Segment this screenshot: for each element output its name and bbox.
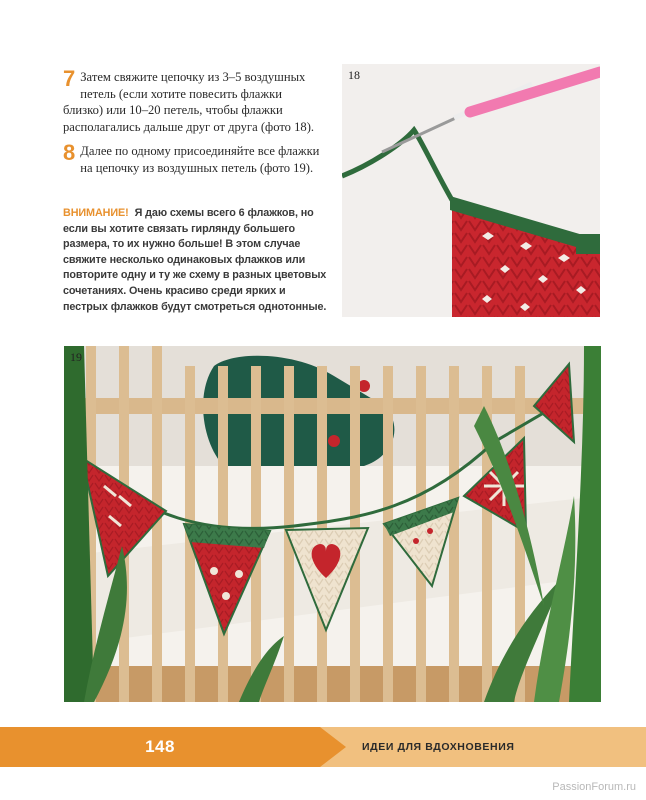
- footer-arrow: [320, 727, 346, 767]
- step-8: [63, 140, 325, 176]
- photo-number: 19: [70, 350, 82, 364]
- attention-note: [63, 206, 331, 315]
- crochet-hook-photo: [342, 64, 600, 317]
- step-text: Затем свяжите цепочку из 3–5 воздушных петель (если хотите повесить флажки близко) или 10–20 петель, чтобы флажки располагались дальше друг от друга (фото 18).: [63, 70, 315, 134]
- photo-18: [342, 64, 600, 317]
- step-number: 8: [63, 140, 76, 165]
- photo-number: 18: [348, 68, 360, 82]
- garland-photo: [64, 346, 601, 702]
- attention-label: ВНИМАНИЕ!: [63, 207, 129, 219]
- watermark: PassionForum.ru: [552, 781, 636, 793]
- step-7: [63, 66, 325, 135]
- page-number: 148: [145, 737, 175, 756]
- section-title: ИДЕИ ДЛЯ ВДОХНОВЕНИЯ: [362, 741, 515, 753]
- attention-text: Я даю схемы всего 6 флажков, но если вы хотите связать гирлянду большего размера, то их нужно больше! В этом случае свяжите несколько одинаковых флажков или повторите одну и ту же схему в разных цветовых сочетаниях. Очень красиво среди ярких и пестрых флажков будут смотреться однотонные.: [63, 207, 327, 313]
- step-number: 7: [63, 66, 76, 91]
- photo-19: [64, 346, 601, 702]
- step-text: Далее по одному присоединяйте все флажки на цепочку из воздушных петель (фото 19).: [80, 144, 320, 175]
